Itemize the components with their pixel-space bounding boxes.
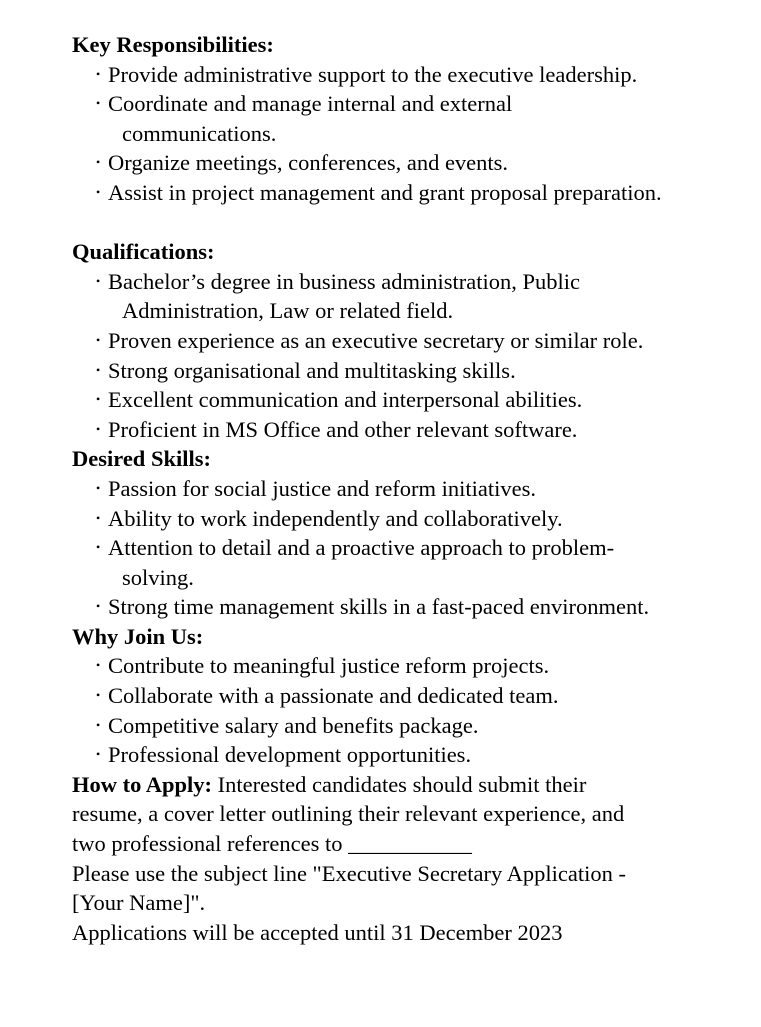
list-item-text: Proven experience as an executive secretary or similar role. [108, 327, 644, 353]
list-item-text: Assist in project management and grant proposal preparation. [108, 179, 662, 205]
list-item-text: Competitive salary and benefits package. [108, 712, 479, 738]
list-item [72, 178, 742, 208]
list-item-text: Excellent communication and interpersonal abilities. [108, 387, 583, 413]
references-text: two professional references to [72, 831, 343, 857]
bullet-icon: • [96, 392, 101, 407]
bullet-icon: • [96, 599, 101, 614]
list-item-text: Passion for social justice and reform initiatives. [108, 475, 537, 501]
list-item [72, 681, 742, 711]
list-item-text: Provide administrative support to the executive leadership. [108, 61, 638, 87]
subject-line-instruction-continued: [Your Name]". [72, 890, 206, 916]
list-item-text: Attention to detail and a proactive approach to problem- [108, 535, 615, 561]
how-to-apply-heading: How to Apply: [72, 771, 213, 797]
list-item [72, 385, 742, 415]
section-spacer [72, 208, 742, 238]
list-item-text-continued: communications. [122, 120, 277, 146]
list-item-text-continued: solving. [122, 564, 194, 590]
list-item [72, 740, 742, 770]
qualifications-list [72, 267, 742, 445]
list-item [72, 415, 742, 445]
bullet-icon: • [96, 155, 101, 170]
key-responsibilities-heading: Key Responsibilities: [72, 32, 274, 57]
list-item-text: Professional development opportunities. [108, 742, 472, 768]
list-item [72, 504, 742, 534]
list-item [72, 533, 742, 592]
bullet-icon: • [96, 747, 101, 762]
email-blank: ___________ [348, 831, 472, 857]
key-responsibilities-list [72, 60, 742, 208]
bullet-icon: • [96, 688, 101, 703]
list-item-text: Bachelor’s degree in business administration, Public [108, 268, 580, 294]
how-to-apply-text: Interested candidates should submit their [217, 771, 587, 797]
desired-skills-section [72, 444, 742, 622]
why-join-us-heading: Why Join Us: [72, 623, 204, 649]
bullet-icon: • [96, 96, 101, 111]
bullet-icon: • [96, 273, 101, 288]
how-to-apply-line-2: resume, a cover letter outlining their relevant experience, and [72, 801, 625, 827]
list-item-text: Strong time management skills in a fast-paced environment. [108, 594, 650, 620]
list-item [72, 474, 742, 504]
subject-line-instruction: Please use the subject line "Executive Secretary Application - [72, 860, 626, 886]
job-posting-document [72, 30, 742, 947]
bullet-icon: • [96, 332, 101, 347]
list-item [72, 60, 742, 90]
list-item [72, 267, 742, 326]
how-to-apply-line-1 [72, 770, 742, 800]
list-item-text: Coordinate and manage internal and external [108, 91, 513, 117]
list-item [72, 326, 742, 356]
bullet-icon: • [96, 510, 101, 525]
why-join-us-section [72, 622, 742, 770]
qualifications-section [72, 237, 742, 444]
bullet-icon: • [96, 658, 101, 673]
list-item-text: Proficient in MS Office and other relevant software. [108, 416, 578, 442]
how-to-apply-section [72, 770, 742, 948]
bullet-icon: • [96, 480, 101, 495]
bullet-icon: • [96, 540, 101, 555]
bullet-icon: • [96, 421, 101, 436]
how-to-apply-line-3 [72, 829, 742, 859]
desired-skills-heading: Desired Skills: [72, 446, 211, 472]
list-item-text: Organize meetings, conferences, and events. [108, 150, 509, 176]
why-join-us-list [72, 651, 742, 769]
list-item [72, 651, 742, 681]
qualifications-heading: Qualifications: [72, 239, 215, 265]
desired-skills-list [72, 474, 742, 622]
list-item [72, 356, 742, 386]
list-item [72, 148, 742, 178]
list-item-text: Ability to work independently and collaboratively. [108, 505, 563, 531]
application-deadline: Applications will be accepted until 31 December 2023 [72, 919, 563, 945]
bullet-icon: • [96, 184, 101, 199]
bullet-icon: • [96, 362, 101, 377]
list-item-text: Collaborate with a passionate and dedicated team. [108, 683, 559, 709]
list-item [72, 592, 742, 622]
list-item-text: Strong organisational and multitasking skills. [108, 357, 516, 383]
bullet-icon: • [96, 717, 101, 732]
list-item [72, 89, 742, 148]
list-item [72, 711, 742, 741]
list-item-text: Contribute to meaningful justice reform projects. [108, 653, 550, 679]
list-item-text-continued: Administration, Law or related field. [122, 298, 454, 324]
key-responsibilities-section [72, 30, 742, 208]
bullet-icon: • [96, 66, 101, 81]
